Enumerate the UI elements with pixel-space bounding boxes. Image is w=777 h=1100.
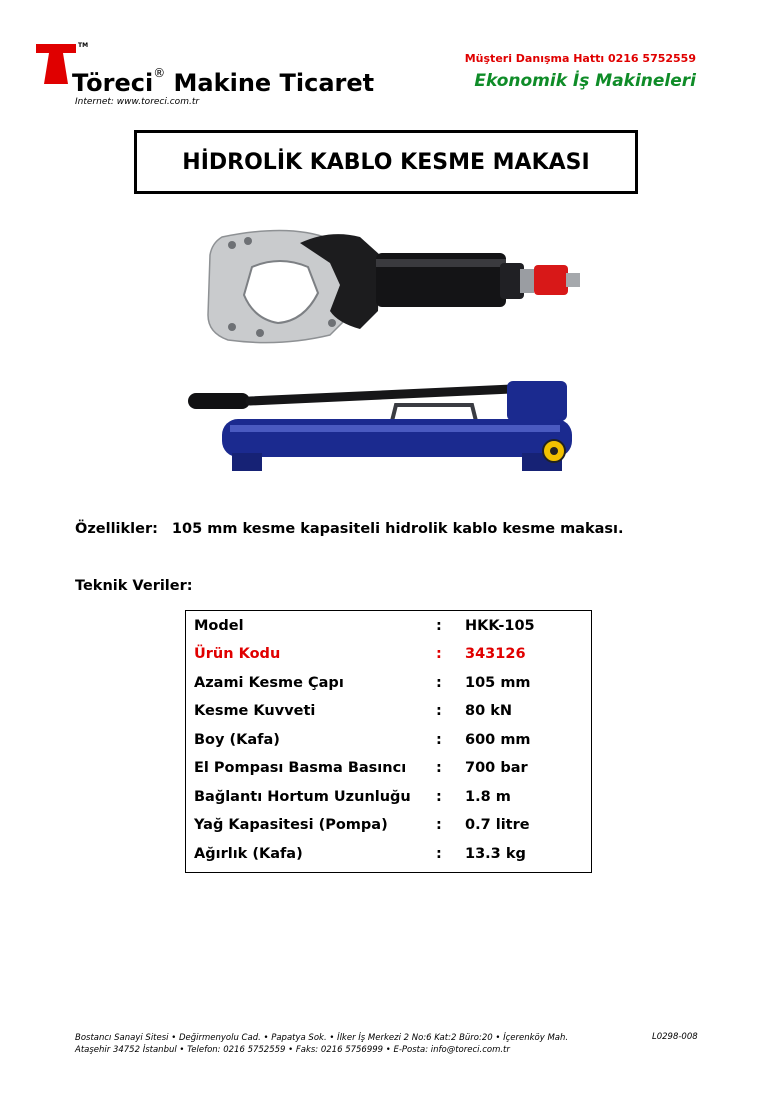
- hand-pump-image: [182, 375, 590, 485]
- customer-hotline: Müşteri Danışma Hattı 0216 5752559: [464, 52, 696, 65]
- features-line: Özellikler: 105 mm kesme kapasiteli hidrolik kablo kesme makası.: [75, 521, 624, 537]
- slogan: Ekonomik İş Makineleri: [474, 71, 696, 91]
- spec-row-pump-pressure: El Pompası Basma Basıncı : 700 bar: [194, 760, 528, 776]
- website-text: Internet: www.toreci.com.tr: [75, 97, 200, 107]
- specifications-table: [185, 610, 592, 873]
- spec-row-hose-length: Bağlantı Hortum Uzunluğu : 1.8 m: [194, 789, 511, 805]
- spec-row-head-length: Boy (Kafa) : 600 mm: [194, 732, 531, 748]
- spec-row-product-code: Ürün Kodu : 343126: [194, 646, 526, 662]
- trademark-mark: TM: [78, 42, 89, 49]
- page-title: HİDROLİK KABLO KESME MAKASI: [134, 130, 638, 194]
- footer-address: Bostancı Sanayi Sitesi • Değirmenyolu Cad. • Papatya Sok. • İlker İş Merkezi 2 No:6 Kat:2 Büro:20 • İçerenköy Mah. Ataşehir 34752 İstanbul • Telefon: 0216 5752559 • Faks: 0216 5756999 • E-Posta: info@toreci.com.tr: [75, 1033, 569, 1055]
- spec-row-head-weight: Ağırlık (Kafa) : 13.3 kg: [194, 846, 526, 862]
- spec-row-oil-capacity: Yağ Kapasitesi (Pompa) : 0.7 litre: [194, 817, 530, 833]
- company-name: Töreci® Makine Ticaret: [72, 66, 375, 97]
- spec-row-max-cutting-diameter: Azami Kesme Çapı : 105 mm: [194, 675, 531, 691]
- document-code: L0298-008: [652, 1032, 698, 1042]
- toreci-logo: [36, 44, 76, 84]
- spec-row-cutting-force: Kesme Kuvveti : 80 kN: [194, 703, 513, 719]
- cable-cutter-head-image: [180, 215, 590, 350]
- technical-data-heading: Teknik Veriler:: [75, 578, 193, 594]
- spec-row-model: Model : HKK-105: [194, 618, 535, 634]
